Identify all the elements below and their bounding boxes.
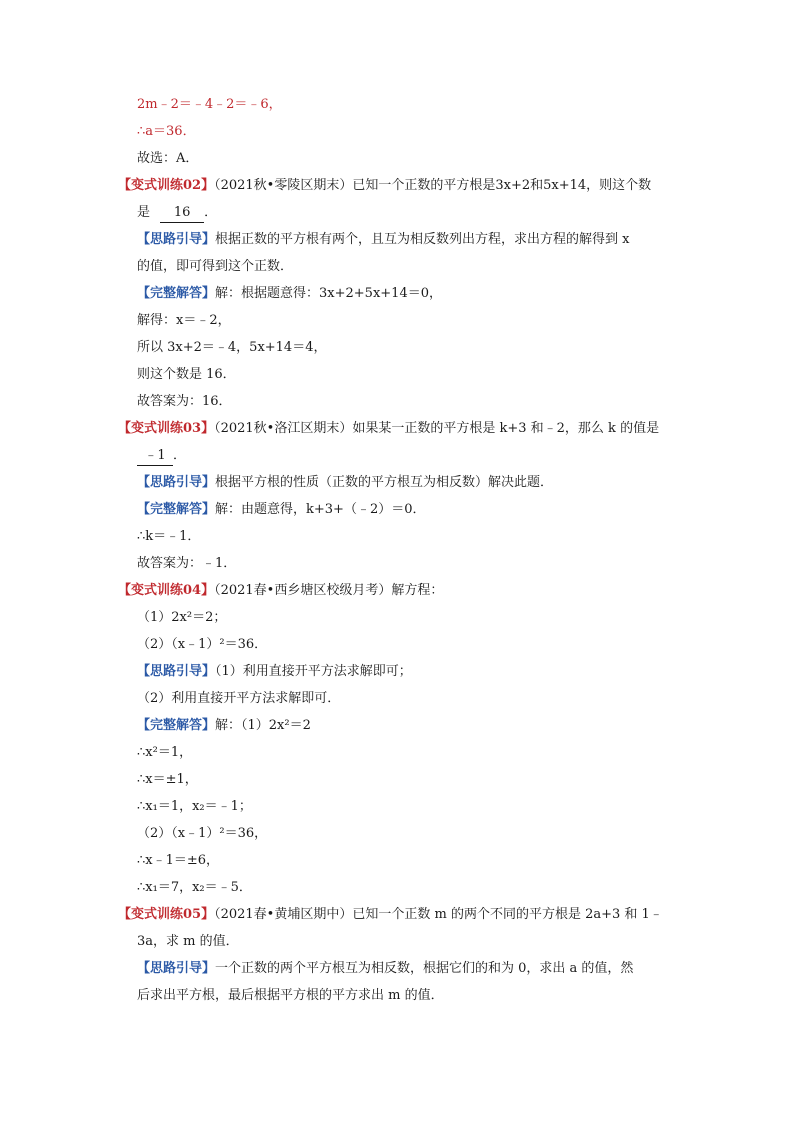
solution-text: 解：根据题意得：3x+2+5x+14＝0， — [215, 286, 442, 301]
solution-line: 故答案为：16． — [137, 394, 232, 409]
solution-line: ∴x²＝1， — [137, 745, 193, 760]
guide-tag: 【思路引导】 — [137, 664, 216, 679]
solution-line — [137, 285, 442, 303]
solution-line: （2）（x﹣1）²＝36， — [137, 826, 268, 841]
guide-line: 的值，即可得到这个正数． — [137, 259, 294, 274]
solution-line: 解得：x＝﹣2， — [137, 313, 231, 328]
solution-text: 解：由题意得，k+3+（﹣2）＝0． — [215, 502, 426, 517]
solution-line: 则这个数是 16． — [137, 367, 236, 382]
solution-tag: 【完整解答】 — [137, 718, 216, 733]
exercise-02-question-cont — [137, 204, 217, 223]
question-text: ． — [204, 205, 218, 220]
solution-line: ∴x₁＝7，x₂＝﹣5． — [137, 880, 252, 895]
exercise-tag: 【变式训练05】 — [118, 907, 215, 922]
guide-line — [137, 474, 553, 492]
solution-tag: 【完整解答】 — [137, 286, 216, 301]
solution-line: 2m﹣2＝﹣4﹣2＝﹣6， — [137, 97, 282, 112]
solution-line: ∴x＝±1， — [137, 772, 198, 787]
question-line: （1）2x²＝2； — [137, 610, 227, 625]
solution-line — [137, 501, 426, 519]
guide-text: 根据正数的平方根有两个，且互为相反数列出方程，求出方程的解得到 x — [215, 232, 630, 247]
exercise-tag: 【变式训练03】 — [118, 421, 215, 436]
question-line: （2）（x﹣1）²＝36． — [137, 637, 268, 652]
solution-line: 故选：A． — [137, 151, 199, 166]
guide-tag: 【思路引导】 — [137, 475, 216, 490]
question-text: 是 — [137, 205, 151, 220]
solution-line: 所以 3x+2＝﹣4，5x+14＝4， — [137, 340, 327, 355]
exercise-tag: 【变式训练04】 — [118, 583, 215, 598]
question-line: 3a，求 m 的值． — [137, 934, 239, 949]
guide-line: （2）利用直接开平方法求解即可． — [137, 691, 341, 706]
guide-line — [137, 231, 629, 249]
solution-text: 解：（1）2x²＝2 — [215, 718, 311, 733]
guide-tag: 【思路引导】 — [137, 961, 216, 976]
exercise-03-question — [118, 420, 659, 438]
guide-line: 后求出平方根，最后根据平方根的平方求出 m 的值． — [137, 988, 444, 1003]
exercise-03-question-cont — [137, 447, 186, 466]
exercise-02-question — [118, 177, 651, 195]
guide-line — [137, 960, 633, 978]
exercise-04-question — [118, 582, 443, 600]
question-text: ． — [173, 448, 187, 463]
guide-line — [137, 663, 412, 681]
question-text: （2021春•西乡塘区校级月考）解方程： — [214, 583, 444, 598]
answer-blank: ﹣1 — [137, 447, 173, 466]
guide-text: 一个正数的两个平方根互为相反数，根据它们的和为 0，求出 a 的值，然 — [215, 961, 634, 976]
solution-line: ∴k＝﹣1． — [137, 529, 201, 544]
guide-text: （1）利用直接开平方法求解即可； — [215, 664, 412, 679]
solution-tag: 【完整解答】 — [137, 502, 216, 517]
solution-line: ∴x₁＝1，x₂＝﹣1； — [137, 799, 252, 814]
solution-line: ∴x﹣1＝±6， — [137, 853, 220, 868]
answer-blank: 16 — [160, 204, 204, 223]
solution-line: 故答案为：﹣1． — [137, 556, 237, 571]
question-text: （2021秋•洛江区期末）如果某一正数的平方根是 k+3 和﹣2，那么 k 的值是 — [214, 421, 660, 436]
question-text: （2021秋•零陵区期末）已知一个正数的平方根是3x+2和5x+14，则这个数 — [214, 178, 652, 193]
solution-line — [137, 717, 311, 735]
exercise-05-question — [118, 906, 663, 924]
guide-text: 根据平方根的性质（正数的平方根互为相反数）解决此题． — [215, 475, 554, 490]
question-text: （2021春•黄埔区期中）已知一个正数 m 的两个不同的平方根是 2a+3 和 1﹣ — [214, 907, 663, 922]
guide-tag: 【思路引导】 — [137, 232, 216, 247]
exercise-tag: 【变式训练02】 — [118, 178, 215, 193]
solution-line: ∴a＝36． — [137, 124, 196, 139]
